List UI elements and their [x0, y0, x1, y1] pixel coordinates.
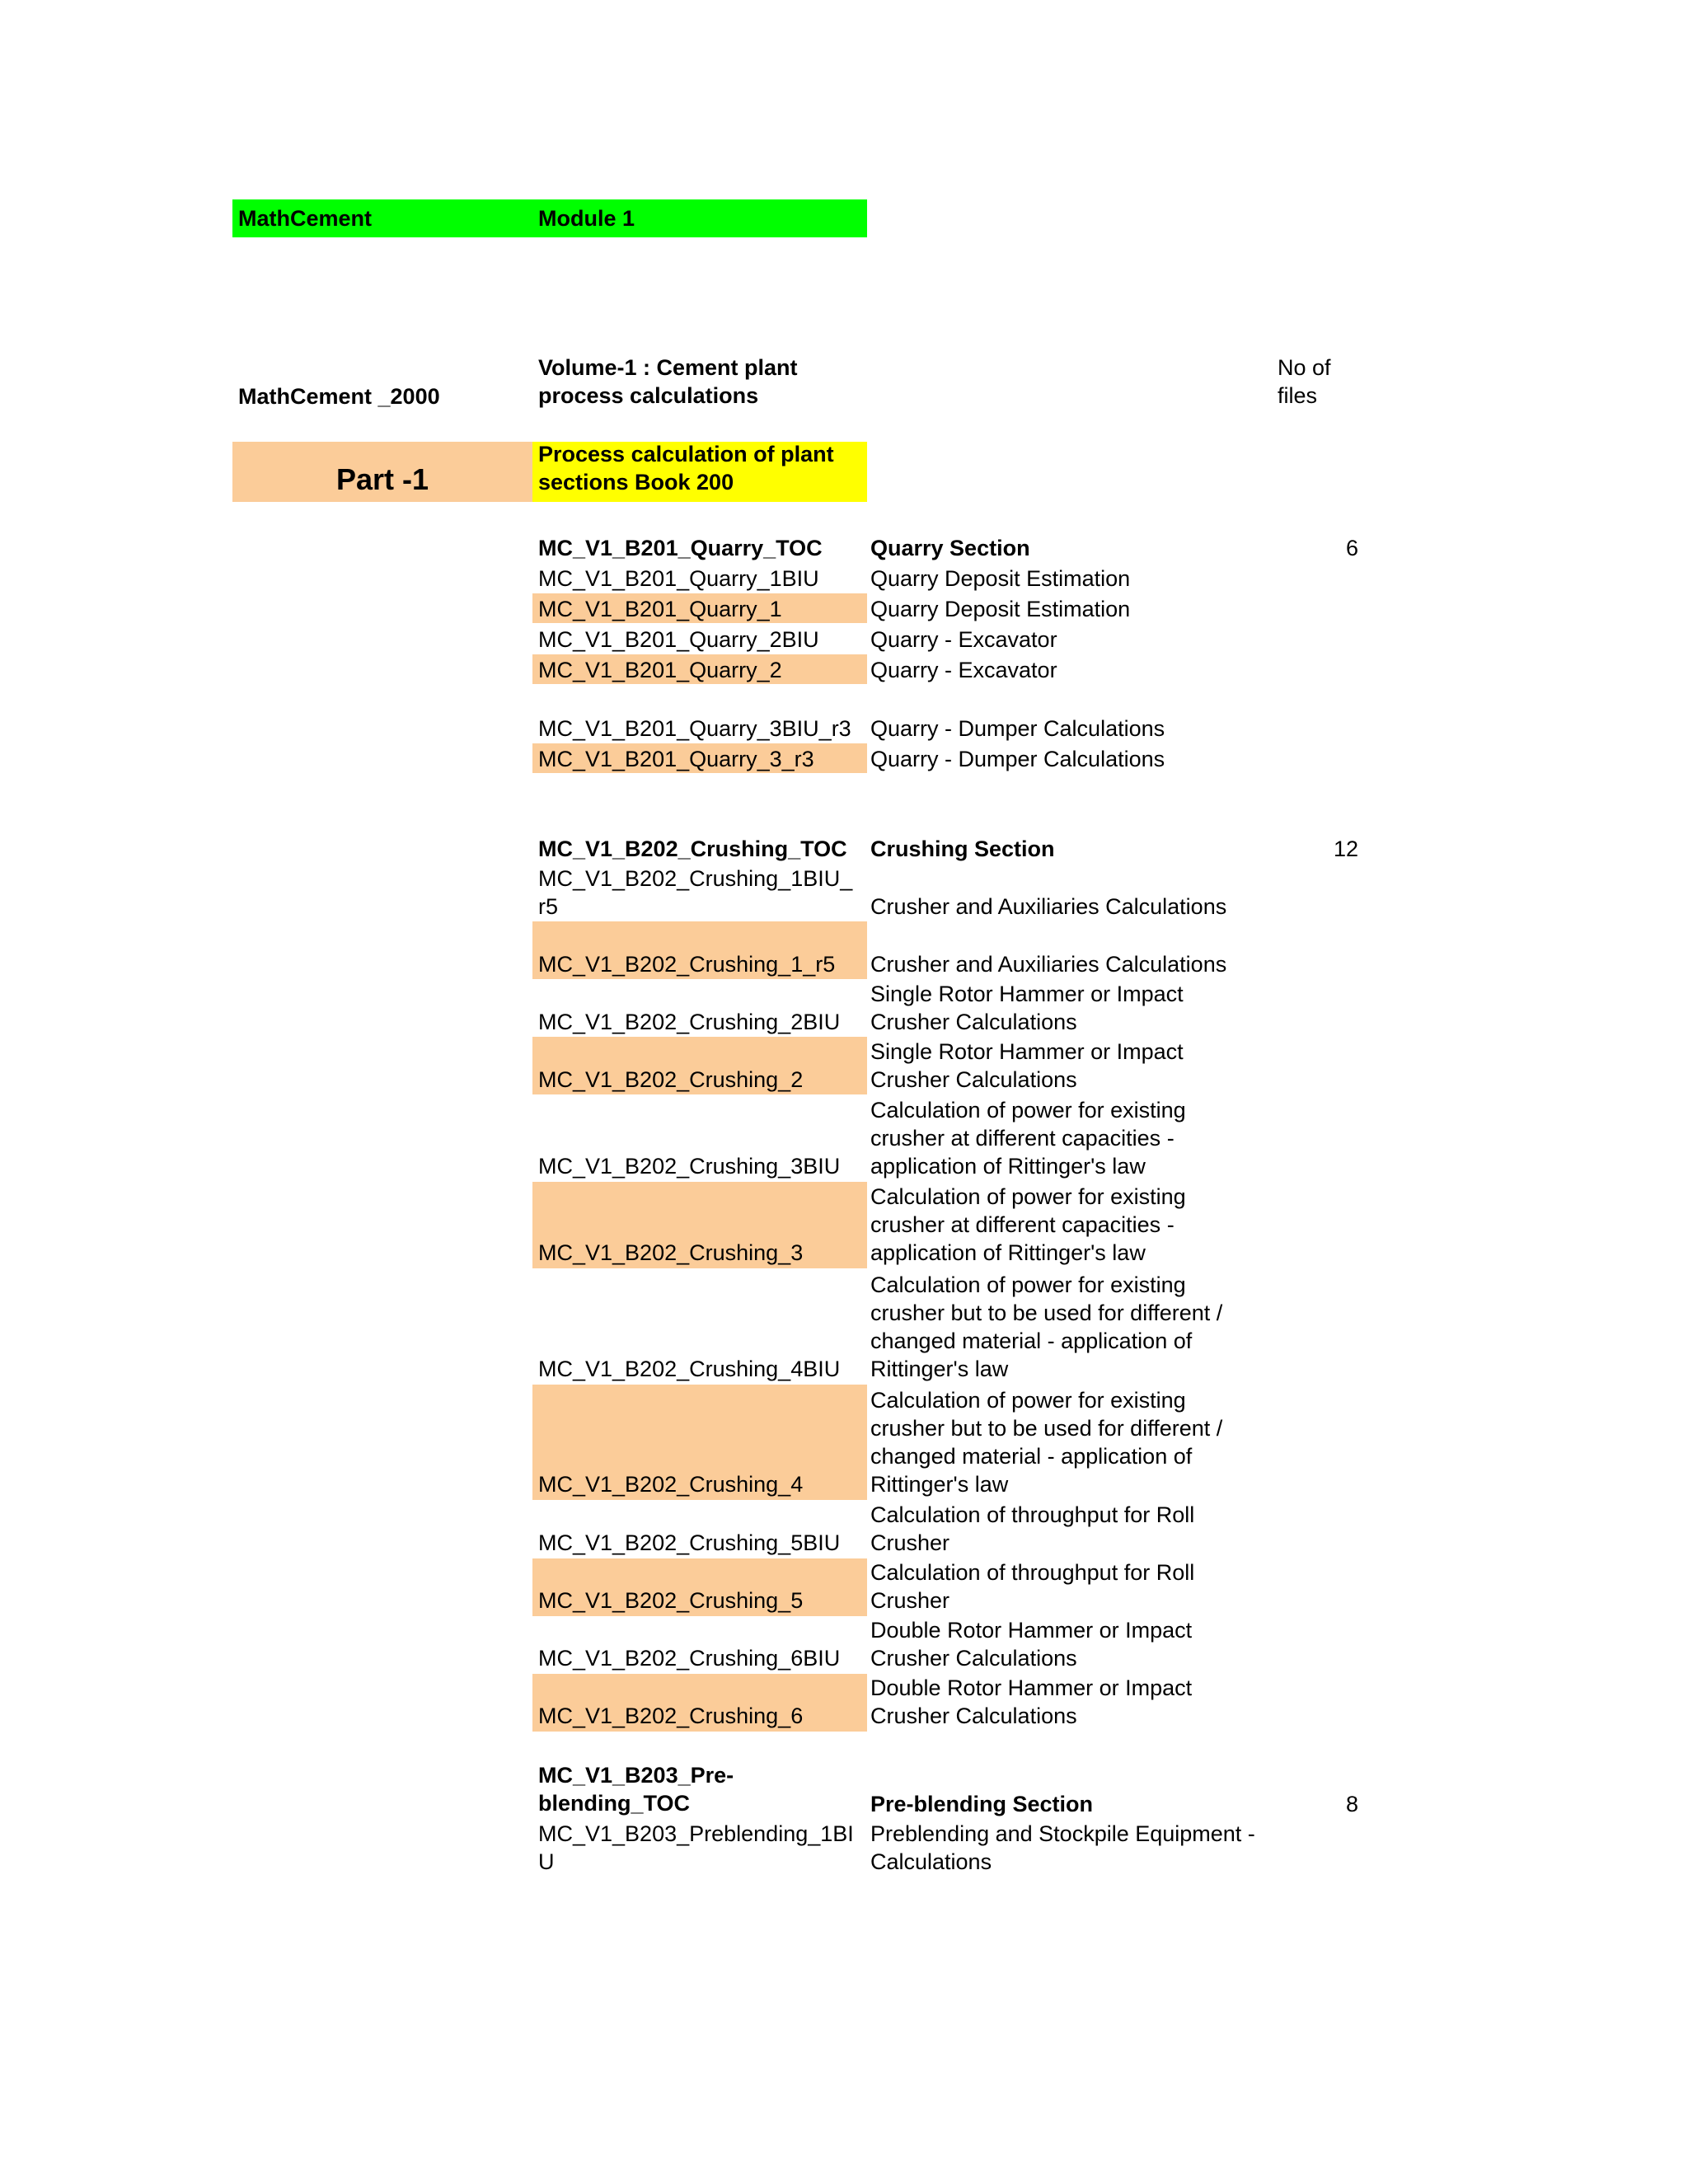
table-row-desc: Calculation of power for existing crusher but to be used for different / changed material - application of Rittinger's law: [870, 1388, 1223, 1497]
table-row-file[interactable]: MC_V1_B202_Crushing_1BIU_r5: [538, 866, 853, 919]
table-row-file[interactable]: MC_V1_B203_Preblending_1BIU: [538, 1821, 854, 1874]
preblending-toc-file[interactable]: MC_V1_B203_Pre-blending_TOC: [538, 1763, 734, 1816]
table-row-desc: Quarry - Dumper Calculations: [870, 747, 1165, 771]
table-row-file[interactable]: MC_V1_B202_Crushing_5: [538, 1588, 804, 1613]
table-row-desc: Double Rotor Hammer or Impact Crusher Calculations: [870, 1675, 1193, 1728]
table-row-file[interactable]: MC_V1_B202_Crushing_4BIU: [538, 1357, 841, 1381]
table-row-file[interactable]: MC_V1_B202_Crushing_3BIU: [538, 1154, 841, 1179]
table-row-file[interactable]: MC_V1_B202_Crushing_2: [538, 1067, 804, 1092]
table-row-desc: Preblending and Stockpile Equipment - Calculations: [870, 1821, 1255, 1874]
table-row-file[interactable]: MC_V1_B201_Quarry_1: [538, 597, 782, 621]
table-row-desc: Crusher and Auxiliaries Calculations: [870, 952, 1227, 977]
table-row-file[interactable]: MC_V1_B202_Crushing_1_r5: [538, 952, 836, 977]
preblending-section-title: Pre-blending Section: [870, 1792, 1094, 1816]
crushing-file-count: 12: [1333, 837, 1358, 861]
product-name: MathCement _2000: [238, 384, 440, 409]
table-row-desc: Quarry Deposit Estimation: [870, 597, 1131, 621]
table-row-desc: Single Rotor Hammer or Impact Crusher Calculations: [870, 982, 1184, 1034]
table-row-desc: Crusher and Auxiliaries Calculations: [870, 894, 1227, 919]
table-row-file[interactable]: MC_V1_B202_Crushing_3: [538, 1240, 804, 1265]
table-row-desc: Double Rotor Hammer or Impact Crusher Calculations: [870, 1618, 1193, 1671]
table-row-file[interactable]: MC_V1_B201_Quarry_2BIU: [538, 627, 819, 652]
table-row-file[interactable]: MC_V1_B201_Quarry_3_r3: [538, 747, 814, 771]
files-count-header: No of files: [1278, 355, 1331, 408]
table-row-file[interactable]: MC_V1_B201_Quarry_1BIU: [538, 566, 819, 591]
table-row-file[interactable]: MC_V1_B202_Crushing_5BIU: [538, 1530, 841, 1555]
table-row-desc: Single Rotor Hammer or Impact Crusher Calculations: [870, 1039, 1184, 1092]
banner-right-label: Module 1: [538, 206, 635, 231]
quarry-toc-file[interactable]: MC_V1_B201_Quarry_TOC: [538, 536, 823, 560]
table-row-desc: Calculation of power for existing crusher but to be used for different / changed material - application of Rittinger's law: [870, 1272, 1223, 1381]
preblending-file-count: 8: [1345, 1792, 1358, 1816]
crushing-toc-file[interactable]: MC_V1_B202_Crushing_TOC: [538, 837, 847, 861]
table-row-desc: Calculation of power for existing crusher at different capacities - application of Rittinger's law: [870, 1098, 1186, 1179]
quarry-file-count: 6: [1345, 536, 1358, 560]
table-row-file[interactable]: MC_V1_B202_Crushing_6: [538, 1704, 804, 1728]
quarry-section-title: Quarry Section: [870, 536, 1030, 560]
table-row-file[interactable]: MC_V1_B202_Crushing_6BIU: [538, 1646, 841, 1671]
table-row-desc: Quarry Deposit Estimation: [870, 566, 1131, 591]
table-row-file[interactable]: MC_V1_B201_Quarry_2: [538, 658, 782, 682]
table-row-desc: Calculation of throughput for Roll Crusher: [870, 1560, 1195, 1613]
table-row-desc: Calculation of throughput for Roll Crusher: [870, 1502, 1195, 1555]
part-label: Part -1: [335, 462, 429, 496]
banner-left-label: MathCement: [238, 206, 373, 231]
part-title: Process calculation of plant sections Book 200: [538, 442, 834, 494]
volume-title: Volume-1 : Cement plant process calculations: [538, 355, 798, 408]
table-row-file[interactable]: MC_V1_B201_Quarry_3BIU_r3: [538, 716, 851, 741]
table-row-desc: Quarry - Excavator: [870, 627, 1057, 652]
table-row-file[interactable]: MC_V1_B202_Crushing_4: [538, 1472, 804, 1497]
table-row-desc: Quarry - Dumper Calculations: [870, 716, 1165, 741]
table-row-desc: Calculation of power for existing crusher at different capacities - application of Rittinger's law: [870, 1184, 1186, 1265]
table-row-desc: Quarry - Excavator: [870, 658, 1057, 682]
table-row-file[interactable]: MC_V1_B202_Crushing_2BIU: [538, 1010, 841, 1034]
crushing-section-title: Crushing Section: [870, 837, 1055, 861]
